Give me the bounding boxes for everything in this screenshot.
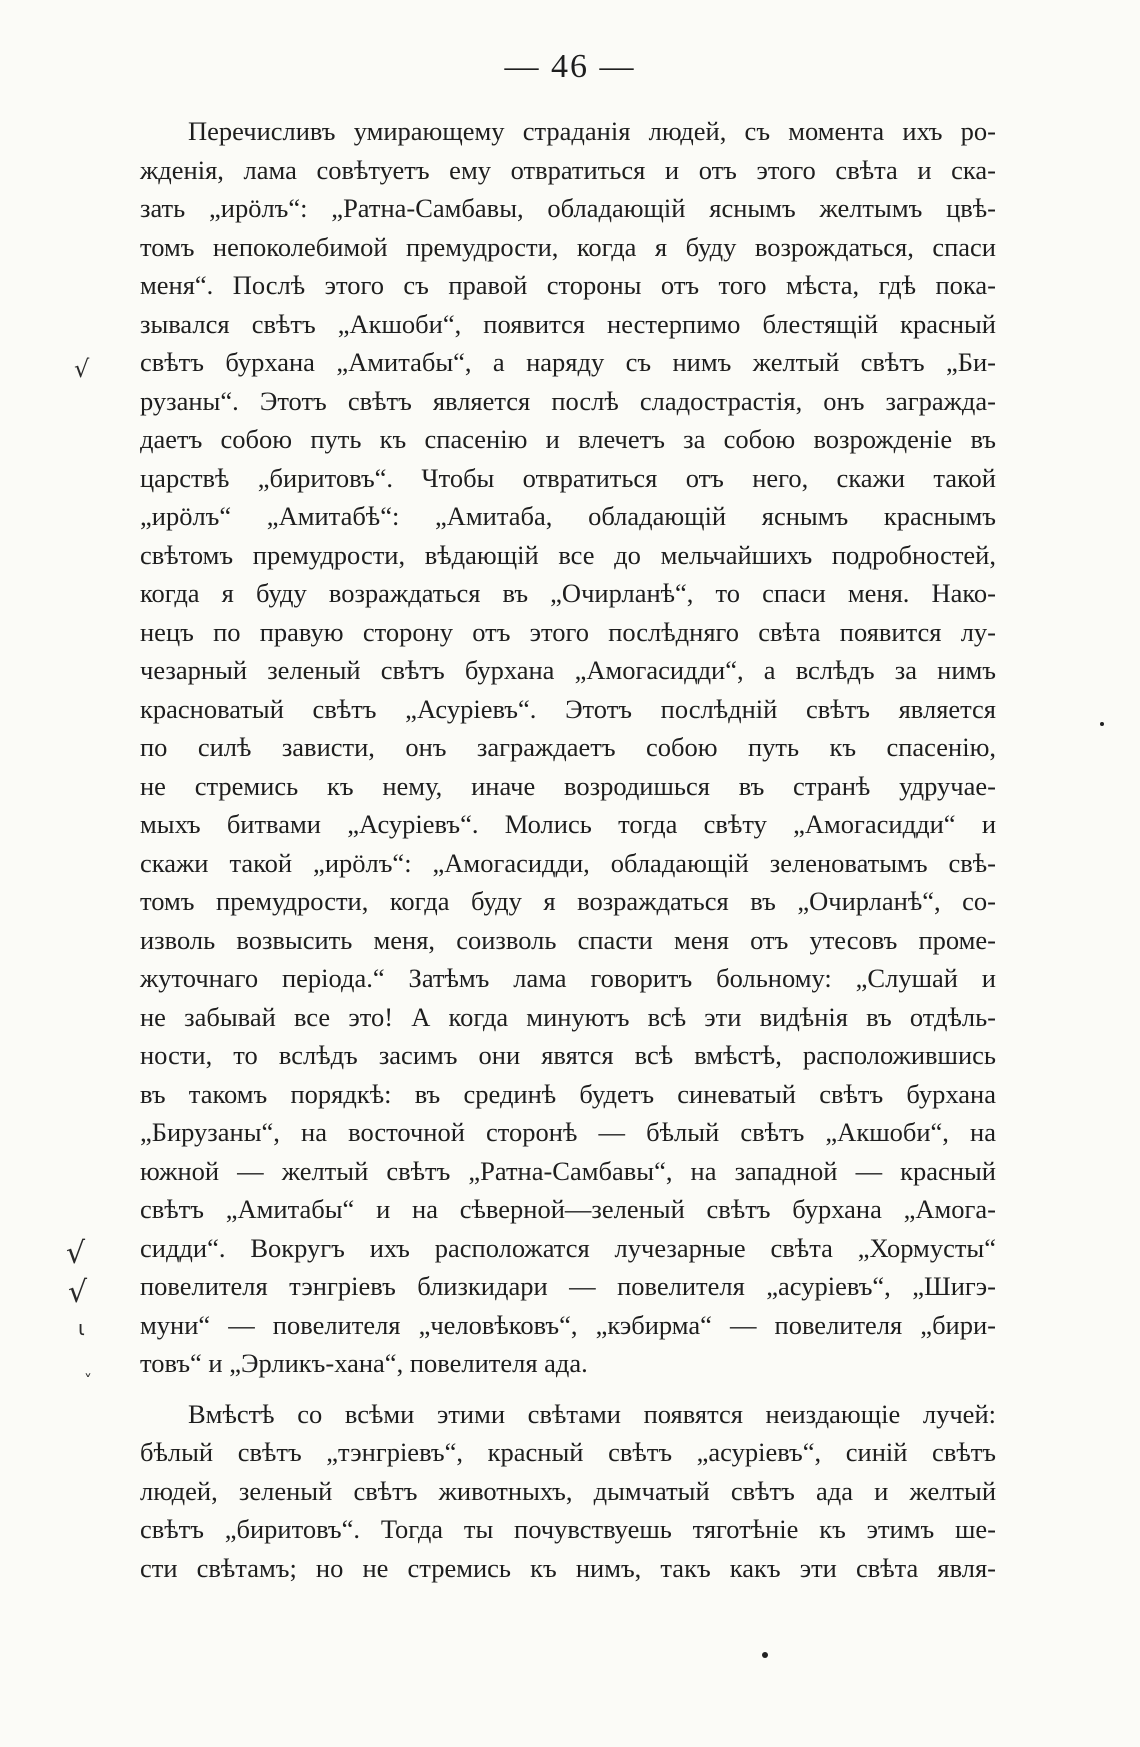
text-line: царствѣ „биритовъ“. Чтобы отвратиться отъ него, скажи такой (140, 462, 996, 493)
margin-mark: ι (78, 1316, 85, 1340)
text-line: мыхъ битвами „Асуріевъ“. Молись тогда свѣту „Амогасидди“ и (140, 809, 996, 839)
text-line: „ирöлъ“ „Амитабѣ“: „Амитаба, обладающій яснымъ краснымъ (140, 501, 996, 531)
page-number: — 46 — (504, 48, 636, 85)
margin-checkmark: √ (74, 355, 90, 383)
text-line: южной — желтый свѣтъ „Ратна-Самбавы“, на западной — красный (140, 1155, 996, 1186)
margin-checkmark: √ (68, 1275, 88, 1310)
text-line: красноватый свѣтъ „Асуріевъ“. Этотъ послѣдній свѣтъ является (140, 693, 996, 724)
text-line: меня“. Послѣ этого съ правой стороны отъ того мѣста, гдѣ пока- (140, 270, 996, 300)
paragraph-1 (140, 112, 996, 1383)
text-line: томъ премудрости, когда буду я возраждаться въ „Очирланѣ“, со- (140, 886, 996, 916)
margin-checkmark: √ (66, 1236, 86, 1271)
text-line: муни“ — повелителя „человѣковъ“, „кэбирма“ — повелителя „бири- (140, 1309, 996, 1340)
text-line: чезарный зеленый свѣтъ бурхана „Амогасидди“, а вслѣдъ за нимъ (140, 655, 996, 685)
text-line: ности, то вслѣдъ засимъ они явятся всѣ вмѣстѣ, расположившись (140, 1040, 996, 1070)
paragraph-2 (140, 1395, 996, 1588)
text-line: свѣтъ „Амитабы“ и на сѣверной—зеленый свѣтъ бурхана „Амога- (140, 1194, 996, 1224)
text-line: бѣлый свѣтъ „тэнгріевъ“, красный свѣтъ „асуріевъ“, синій свѣтъ (140, 1437, 996, 1467)
text-line: когда я буду возраждаться въ „Очирланѣ“, то спаси меня. Нако- (140, 578, 996, 608)
text-line: рузаны“. Этотъ свѣтъ является послѣ сладострастія, онъ загражда- (140, 385, 996, 416)
text-line: въ такомъ порядкѣ: въ срединѣ будетъ синеватый свѣтъ бурхана (140, 1078, 996, 1109)
text-line: не забывай все это! А когда минуютъ всѣ эти видѣнія въ отдѣль- (140, 1001, 996, 1032)
text-line: свѣтъ бурхана „Амитабы“, а наряду съ нимъ желтый свѣтъ „Би- (140, 347, 996, 377)
page-body (140, 112, 996, 1587)
text-line: жденія, лама совѣтуетъ ему отвратиться и отъ этого свѣта и ска- (140, 154, 996, 185)
text-line: зывался свѣтъ „Акшоби“, появится нестерпимо блестящій красный (140, 308, 996, 339)
text-line: товъ“ и „Эрликъ-хана“, повелителя ада. (140, 1348, 588, 1378)
text-line: „Бирузаны“, на восточной сторонѣ — бѣлый свѣтъ „Акшоби“, на (140, 1117, 996, 1147)
text-line: изволь возвысить меня, соизволь спасти меня отъ утесовъ проме- (140, 924, 996, 955)
text-line: людей, зеленый свѣтъ животныхъ, дымчатый свѣтъ ада и желтый (140, 1475, 996, 1506)
text-line: сидди“. Вокругъ ихъ расположатся лучезарные свѣта „Хормусты“ (140, 1232, 996, 1263)
text-line: свѣтомъ премудрости, вѣдающій все до мельчайшихъ подробностей, (140, 539, 996, 570)
text-line: Перечисливъ умирающему страданія людей, съ момента ихъ ро- (188, 116, 996, 146)
text-line: повелителя тэнгріевъ близкидари — повелителя „асуріевъ“, „Шигэ- (140, 1271, 996, 1301)
ink-speck (1100, 722, 1104, 726)
text-line: зать „ирöлъ“: „Ратна-Самбавы, обладающій яснымъ желтымъ цвѣ- (140, 193, 996, 223)
ink-speck (762, 1652, 768, 1658)
text-line: сти свѣтамъ; но не стремись къ нимъ, такъ какъ эти свѣта явля- (140, 1552, 996, 1583)
text-line: скажи такой „ирöлъ“: „Амогасидди, обладающій зеленоватымъ свѣ- (140, 847, 996, 878)
text-line: томъ непоколебимой премудрости, когда я буду возрождаться, спаси (140, 231, 996, 262)
margin-mark: ˬ (84, 1358, 92, 1377)
text-line: жуточнаго періода.“ Затѣмъ лама говоритъ больному: „Слушай и (140, 963, 996, 993)
text-line: даетъ собою путь къ спасенію и влечетъ за собою возрожденіе въ (140, 424, 996, 454)
text-line: Вмѣстѣ со всѣми этими свѣтами появятся неиздающіе лучей: (188, 1398, 996, 1429)
text-line: не стремись къ нему, иначе возродишься въ странѣ удручае- (140, 770, 996, 801)
text-line: нецъ по правую сторону отъ этого послѣдняго свѣта появится лу- (140, 616, 996, 647)
paragraph-gap (140, 1383, 996, 1395)
text-line: свѣтъ „биритовъ“. Тогда ты почувствуешь тяготѣніе къ этимъ ше- (140, 1514, 996, 1544)
text-line: по силѣ зависти, онъ заграждаетъ собою путь къ спасенію, (140, 732, 996, 762)
